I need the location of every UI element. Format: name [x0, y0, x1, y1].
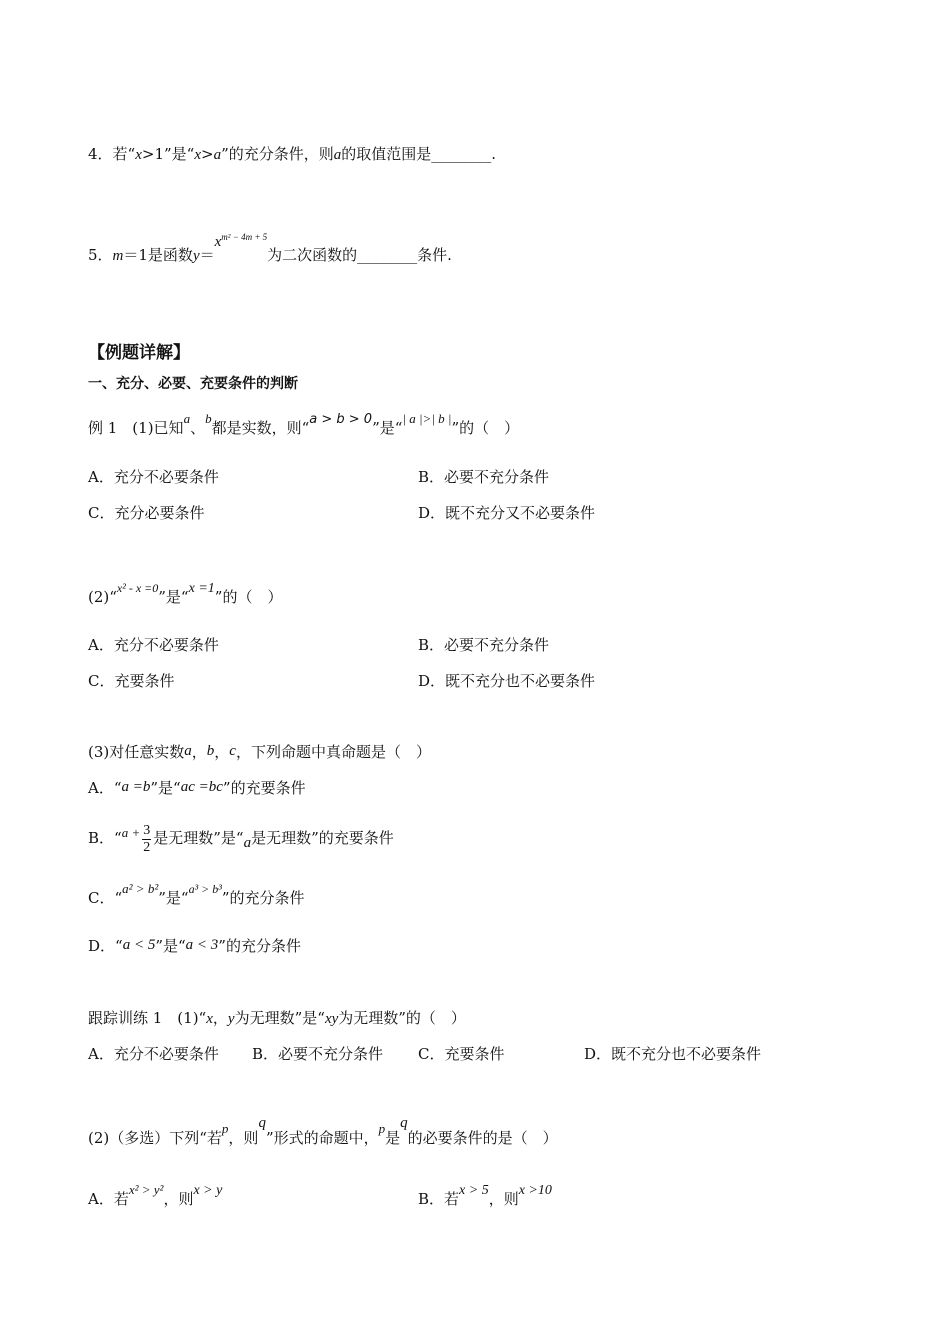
ex1-p1-option-a: A．充分不必要条件 [88, 468, 219, 486]
ex1-p2-condition-2: x =1 [188, 581, 215, 596]
section-title: 【例题详解】 [88, 343, 190, 363]
q4-number: 4．若“ [88, 145, 136, 163]
ex1-p2-option-a: A．充分不必要条件 [88, 636, 219, 654]
q5-base: x [214, 234, 222, 250]
q5-number: 5． [88, 246, 113, 264]
fraction-three-halves: $\frac{3}{2}$ [143, 822, 151, 855]
ex1-p2-option-d: D．既不充分也不必要条件 [418, 672, 596, 690]
ex1-p3-option-d: D．“a < 5”是“a < 3”的充分条件 [88, 937, 301, 955]
ex1-p1-option-c: C．充分必要条件 [88, 504, 205, 522]
section-subtitle: 一、充分、必要、充要条件的判断 [88, 376, 298, 392]
ex1-p3-option-c: C．“a² > b²”是“$^{a^3 > b^3}$”的充分条件 [88, 881, 305, 907]
ex1-p2-stem: (2)“$^{x^2 - x =0}$”是“x =1”的（ ） [88, 581, 283, 606]
ex1-p3-option-a: A．“a =b”是“ac =bc”的充要条件 [88, 779, 306, 797]
track1-p1-option-a: A．充分不必要条件 [88, 1045, 219, 1063]
question-5: 5．m＝1是函数$y=x^{m^2 - 4m + 5}$为二次函数的________条件. [88, 232, 452, 264]
track1-p1-option-c: C．充要条件 [418, 1045, 505, 1063]
ex1-p3-option-b: B．“a + $\frac{3}{2}$ 是无理数”是“a是无理数”的充要条件 [88, 822, 394, 855]
ex1-p3-stem: (3)对任意实数a，b，c，下列命题中真命题是（ ） [88, 743, 431, 761]
ex1-p2-option-b: B．必要不充分条件 [418, 636, 550, 654]
question-4: 4．若“x>1”是“x>a”的充分条件，则a的取值范围是________. [88, 145, 497, 163]
ex1-p1-stem: 例 1 (1)已知a、b都是实数，则“a > b > 0”是“| a |>| b |”的（ ） [88, 411, 520, 437]
ex1-p1-option-b: B．必要不充分条件 [418, 468, 550, 486]
track1-p1-option-d: D．既不充分也不必要条件 [584, 1045, 762, 1063]
ex1-p1-abs-condition: | a |>| b | [402, 411, 452, 426]
track1-p2-option-a: A．若x² > y²，则x > y [88, 1182, 223, 1208]
track1-p2-stem: (2)（多选）下列“若p，则q”形式的命题中，p是q的必要条件的是（ ） [88, 1115, 558, 1147]
ex1-p1-option-d: D．既不充分又不必要条件 [418, 504, 596, 522]
ex1-p2-option-c: C．充要条件 [88, 672, 175, 690]
ex1-p2-condition-1: x² - x =0 [116, 581, 159, 595]
track1-p2-option-b: B．若x > 5，则x >10 [418, 1183, 552, 1208]
track1-p1-option-b: B．必要不充分条件 [252, 1045, 384, 1063]
q5-exponent: m² − 4m + 5 [221, 232, 268, 242]
ex1-p1-condition: a > b > 0 [309, 412, 373, 427]
track1-p1-stem: 跟踪训练 1 (1)“x，y为无理数”是“xy为无理数”的（ ） [88, 1009, 466, 1027]
